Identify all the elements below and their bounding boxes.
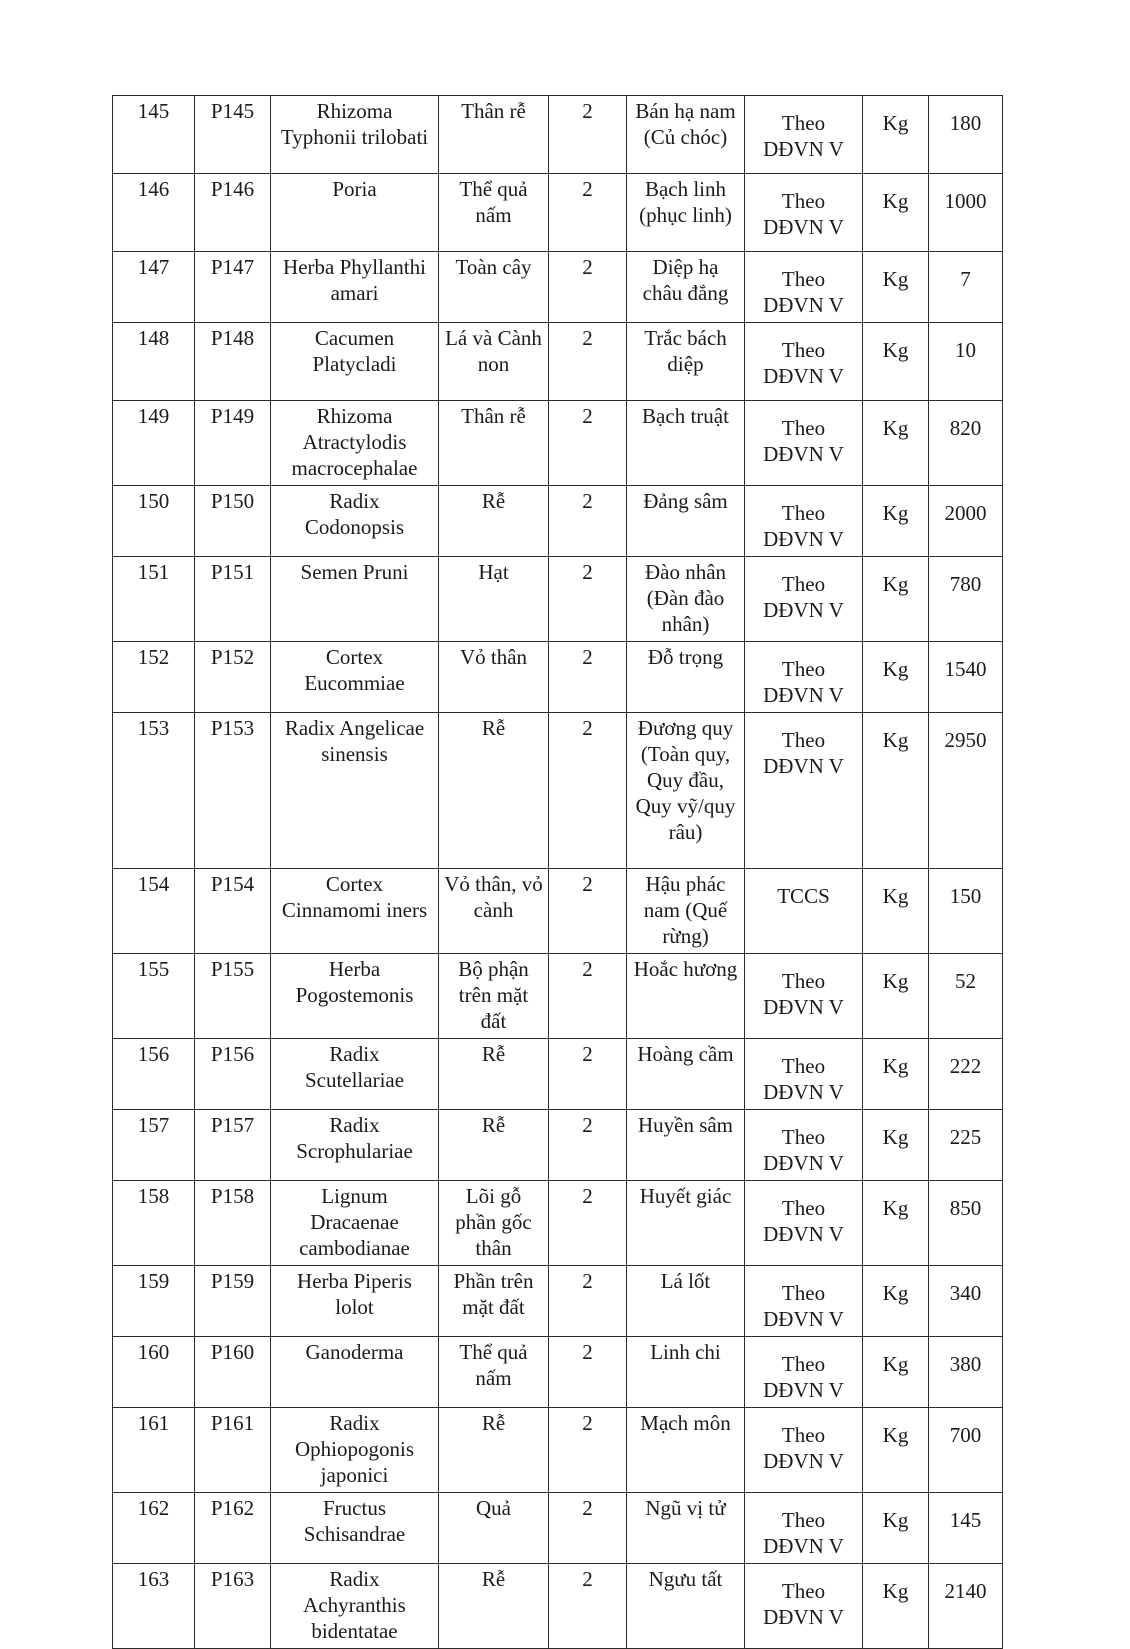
vietnamese-name-cell: Hoàng cầm [627, 1039, 745, 1110]
quantity-cell: 820 [929, 401, 1003, 486]
unit-cell: Kg [863, 323, 929, 401]
item-code-cell: P158 [195, 1181, 271, 1266]
unit-cell: Kg [863, 1408, 929, 1493]
latin-name-cell: Herba Phyllanthi amari [271, 252, 439, 323]
plant-part-cell: Vỏ thân, vỏ cành [439, 869, 549, 954]
group-number-cell: 2 [549, 401, 627, 486]
unit-cell: Kg [863, 557, 929, 642]
table-row [113, 96, 1003, 174]
quantity-cell: 700 [929, 1408, 1003, 1493]
plant-part-cell: Rễ [439, 1408, 549, 1493]
item-code-cell: P148 [195, 323, 271, 401]
quantity-cell: 52 [929, 954, 1003, 1039]
quantity-cell: 780 [929, 557, 1003, 642]
item-code-cell: P156 [195, 1039, 271, 1110]
latin-name-cell: Rhizoma Atractylodis macrocephalae [271, 401, 439, 486]
table-row [113, 174, 1003, 252]
quality-standard-cell: TCCS [745, 869, 863, 954]
group-number-cell: 2 [549, 557, 627, 642]
quality-standard-cell: Theo DĐVN V [745, 1493, 863, 1564]
plant-part-cell: Thân rễ [439, 401, 549, 486]
row-number-cell: 157 [113, 1110, 195, 1181]
quantity-cell: 10 [929, 323, 1003, 401]
row-number-cell: 154 [113, 869, 195, 954]
vietnamese-name-cell: Đỗ trọng [627, 642, 745, 713]
group-number-cell: 2 [549, 1408, 627, 1493]
item-code-cell: P149 [195, 401, 271, 486]
row-number-cell: 150 [113, 486, 195, 557]
quantity-cell: 1540 [929, 642, 1003, 713]
plant-part-cell: Rễ [439, 1039, 549, 1110]
latin-name-cell: Poria [271, 174, 439, 252]
table-row [113, 713, 1003, 869]
latin-name-cell: Radix Achyranthis bidentatae [271, 1564, 439, 1649]
quantity-cell: 150 [929, 869, 1003, 954]
row-number-cell: 147 [113, 252, 195, 323]
latin-name-cell: Cortex Cinnamomi iners [271, 869, 439, 954]
quantity-cell: 180 [929, 96, 1003, 174]
latin-name-cell: Radix Scrophulariae [271, 1110, 439, 1181]
plant-part-cell: Hạt [439, 557, 549, 642]
row-number-cell: 160 [113, 1337, 195, 1408]
quality-standard-cell: Theo DĐVN V [745, 954, 863, 1039]
group-number-cell: 2 [549, 1337, 627, 1408]
row-number-cell: 145 [113, 96, 195, 174]
plant-part-cell: Thể quả nấm [439, 1337, 549, 1408]
item-code-cell: P150 [195, 486, 271, 557]
latin-name-cell: Semen Pruni [271, 557, 439, 642]
item-code-cell: P163 [195, 1564, 271, 1649]
group-number-cell: 2 [549, 1039, 627, 1110]
vietnamese-name-cell: Đương quy (Toàn quy, Quy đầu, Quy vỹ/quy râu) [627, 713, 745, 869]
unit-cell: Kg [863, 1266, 929, 1337]
group-number-cell: 2 [549, 323, 627, 401]
table-row [113, 252, 1003, 323]
row-number-cell: 146 [113, 174, 195, 252]
vietnamese-name-cell: Đào nhân (Đàn đào nhân) [627, 557, 745, 642]
group-number-cell: 2 [549, 1493, 627, 1564]
table-row [113, 1110, 1003, 1181]
group-number-cell: 2 [549, 174, 627, 252]
item-code-cell: P159 [195, 1266, 271, 1337]
latin-name-cell: Herba Piperis lolot [271, 1266, 439, 1337]
latin-name-cell: Ganoderma [271, 1337, 439, 1408]
quality-standard-cell: Theo DĐVN V [745, 323, 863, 401]
plant-part-cell: Phần trên mặt đất [439, 1266, 549, 1337]
latin-name-cell: Rhizoma Typhonii trilobati [271, 96, 439, 174]
quantity-cell: 2140 [929, 1564, 1003, 1649]
unit-cell: Kg [863, 1493, 929, 1564]
row-number-cell: 161 [113, 1408, 195, 1493]
unit-cell: Kg [863, 1039, 929, 1110]
group-number-cell: 2 [549, 1110, 627, 1181]
table-row [113, 1337, 1003, 1408]
table-row [113, 642, 1003, 713]
latin-name-cell: Radix Codonopsis [271, 486, 439, 557]
plant-part-cell: Bộ phận trên mặt đất [439, 954, 549, 1039]
item-code-cell: P154 [195, 869, 271, 954]
group-number-cell: 2 [549, 486, 627, 557]
latin-name-cell: Radix Angelicae sinensis [271, 713, 439, 869]
row-number-cell: 156 [113, 1039, 195, 1110]
group-number-cell: 2 [549, 869, 627, 954]
item-code-cell: P161 [195, 1408, 271, 1493]
quality-standard-cell: Theo DĐVN V [745, 1564, 863, 1649]
quantity-cell: 340 [929, 1266, 1003, 1337]
item-code-cell: P146 [195, 174, 271, 252]
unit-cell: Kg [863, 401, 929, 486]
plant-part-cell: Lá và Cành non [439, 323, 549, 401]
unit-cell: Kg [863, 1337, 929, 1408]
table-row [113, 1493, 1003, 1564]
quality-standard-cell: Theo DĐVN V [745, 713, 863, 869]
plant-part-cell: Quả [439, 1493, 549, 1564]
quality-standard-cell: Theo DĐVN V [745, 401, 863, 486]
unit-cell: Kg [863, 252, 929, 323]
table-row [113, 1266, 1003, 1337]
group-number-cell: 2 [549, 713, 627, 869]
table-row [113, 486, 1003, 557]
item-code-cell: P157 [195, 1110, 271, 1181]
unit-cell: Kg [863, 869, 929, 954]
item-code-cell: P155 [195, 954, 271, 1039]
group-number-cell: 2 [549, 954, 627, 1039]
row-number-cell: 158 [113, 1181, 195, 1266]
group-number-cell: 2 [549, 96, 627, 174]
item-code-cell: P160 [195, 1337, 271, 1408]
plant-part-cell: Toàn cây [439, 252, 549, 323]
plant-part-cell: Rễ [439, 486, 549, 557]
latin-name-cell: Cortex Eucommiae [271, 642, 439, 713]
latin-name-cell: Cacumen Platycladi [271, 323, 439, 401]
table-row [113, 1039, 1003, 1110]
quality-standard-cell: Theo DĐVN V [745, 486, 863, 557]
table-row [113, 869, 1003, 954]
plant-part-cell: Rễ [439, 1110, 549, 1181]
table-row [113, 954, 1003, 1039]
quality-standard-cell: Theo DĐVN V [745, 252, 863, 323]
table-body [113, 96, 1003, 1649]
plant-part-cell: Lõi gỗ phần gốc thân [439, 1181, 549, 1266]
latin-name-cell: Radix Ophiopogonis japonici [271, 1408, 439, 1493]
quality-standard-cell: Theo DĐVN V [745, 1039, 863, 1110]
item-code-cell: P151 [195, 557, 271, 642]
latin-name-cell: Herba Pogostemonis [271, 954, 439, 1039]
quantity-cell: 222 [929, 1039, 1003, 1110]
latin-name-cell: Radix Scutellariae [271, 1039, 439, 1110]
row-number-cell: 152 [113, 642, 195, 713]
row-number-cell: 155 [113, 954, 195, 1039]
vietnamese-name-cell: Mạch môn [627, 1408, 745, 1493]
unit-cell: Kg [863, 1110, 929, 1181]
unit-cell: Kg [863, 486, 929, 557]
vietnamese-name-cell: Hoắc hương [627, 954, 745, 1039]
unit-cell: Kg [863, 174, 929, 252]
vietnamese-name-cell: Ngũ vị tử [627, 1493, 745, 1564]
vietnamese-name-cell: Bạch linh (phục linh) [627, 174, 745, 252]
group-number-cell: 2 [549, 642, 627, 713]
vietnamese-name-cell: Đảng sâm [627, 486, 745, 557]
vietnamese-name-cell: Bạch truật [627, 401, 745, 486]
row-number-cell: 151 [113, 557, 195, 642]
quality-standard-cell: Theo DĐVN V [745, 96, 863, 174]
row-number-cell: 153 [113, 713, 195, 869]
table-row [113, 1564, 1003, 1649]
vietnamese-name-cell: Trắc bách diệp [627, 323, 745, 401]
plant-part-cell: Thể quả nấm [439, 174, 549, 252]
vietnamese-name-cell: Linh chi [627, 1337, 745, 1408]
vietnamese-name-cell: Lá lốt [627, 1266, 745, 1337]
unit-cell: Kg [863, 96, 929, 174]
row-number-cell: 149 [113, 401, 195, 486]
row-number-cell: 163 [113, 1564, 195, 1649]
unit-cell: Kg [863, 954, 929, 1039]
quality-standard-cell: Theo DĐVN V [745, 557, 863, 642]
item-code-cell: P153 [195, 713, 271, 869]
quality-standard-cell: Theo DĐVN V [745, 642, 863, 713]
plant-part-cell: Thân rễ [439, 96, 549, 174]
vietnamese-name-cell: Ngưu tất [627, 1564, 745, 1649]
row-number-cell: 162 [113, 1493, 195, 1564]
unit-cell: Kg [863, 713, 929, 869]
quantity-cell: 7 [929, 252, 1003, 323]
item-code-cell: P145 [195, 96, 271, 174]
row-number-cell: 159 [113, 1266, 195, 1337]
unit-cell: Kg [863, 1181, 929, 1266]
table-row [113, 1408, 1003, 1493]
quantity-cell: 850 [929, 1181, 1003, 1266]
quantity-cell: 225 [929, 1110, 1003, 1181]
item-code-cell: P147 [195, 252, 271, 323]
quantity-cell: 2950 [929, 713, 1003, 869]
table-row [113, 401, 1003, 486]
quantity-cell: 380 [929, 1337, 1003, 1408]
quality-standard-cell: Theo DĐVN V [745, 1337, 863, 1408]
plant-part-cell: Rễ [439, 1564, 549, 1649]
item-code-cell: P162 [195, 1493, 271, 1564]
quantity-cell: 145 [929, 1493, 1003, 1564]
quality-standard-cell: Theo DĐVN V [745, 1408, 863, 1493]
quantity-cell: 1000 [929, 174, 1003, 252]
group-number-cell: 2 [549, 1181, 627, 1266]
plant-part-cell: Vỏ thân [439, 642, 549, 713]
latin-name-cell: Fructus Schisandrae [271, 1493, 439, 1564]
vietnamese-name-cell: Hậu phác nam (Quế rừng) [627, 869, 745, 954]
quality-standard-cell: Theo DĐVN V [745, 174, 863, 252]
unit-cell: Kg [863, 1564, 929, 1649]
table-row [113, 323, 1003, 401]
vietnamese-name-cell: Diệp hạ châu đắng [627, 252, 745, 323]
plant-part-cell: Rễ [439, 713, 549, 869]
quality-standard-cell: Theo DĐVN V [745, 1181, 863, 1266]
row-number-cell: 148 [113, 323, 195, 401]
group-number-cell: 2 [549, 1266, 627, 1337]
quality-standard-cell: Theo DĐVN V [745, 1110, 863, 1181]
group-number-cell: 2 [549, 1564, 627, 1649]
medicinal-herbs-table [112, 95, 1003, 1649]
group-number-cell: 2 [549, 252, 627, 323]
table-row [113, 557, 1003, 642]
table-row [113, 1181, 1003, 1266]
quality-standard-cell: Theo DĐVN V [745, 1266, 863, 1337]
quantity-cell: 2000 [929, 486, 1003, 557]
item-code-cell: P152 [195, 642, 271, 713]
vietnamese-name-cell: Bán hạ nam (Củ chóc) [627, 96, 745, 174]
unit-cell: Kg [863, 642, 929, 713]
vietnamese-name-cell: Huyết giác [627, 1181, 745, 1266]
latin-name-cell: Lignum Dracaenae cambodianae [271, 1181, 439, 1266]
vietnamese-name-cell: Huyền sâm [627, 1110, 745, 1181]
